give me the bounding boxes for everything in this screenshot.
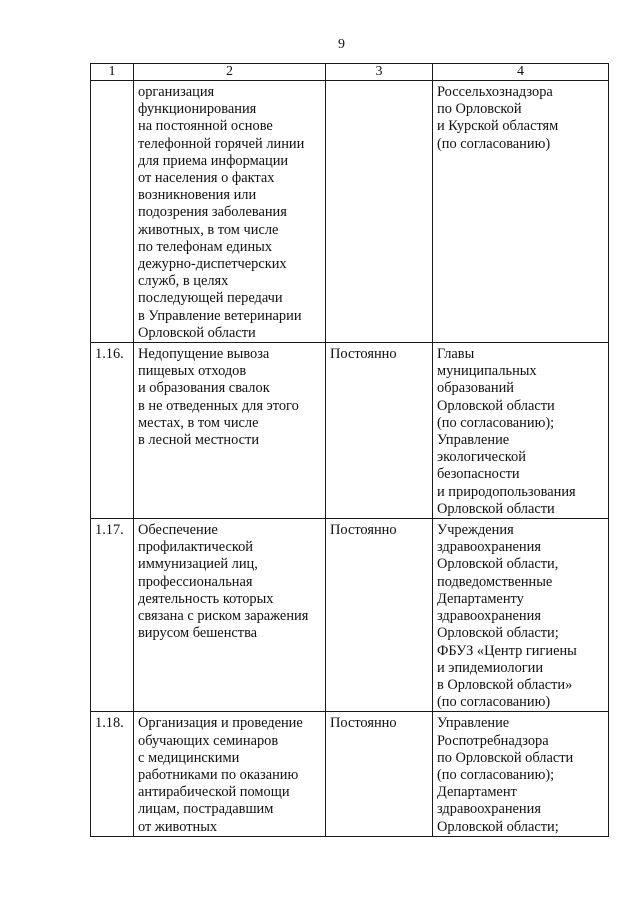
responsible-text: Главы муниципальных образований Орловской области (по согласованию); Управление экологической безопасности и природопользования Орловской области bbox=[433, 343, 609, 519]
table-row bbox=[91, 343, 609, 519]
page-number: 9 bbox=[338, 37, 345, 52]
item-number: 1.17. bbox=[91, 519, 134, 712]
measure-text: Обеспечение профилактической иммунизацией лиц, профессиональная деятельность которых связана с риском заражения вирусом бешенства bbox=[134, 519, 326, 712]
header-col-2: 2 bbox=[134, 64, 326, 81]
header-col-1: 1 bbox=[91, 64, 134, 81]
table-header-row bbox=[91, 64, 609, 81]
item-number: 1.18. bbox=[91, 712, 134, 836]
responsible-text: Учреждения здравоохранения Орловской области, подведомственные Департаменту здравоохранения Орловской области; ФБУЗ «Центр гигиены и эпидемиологии в Орловской области» (по согласованию) bbox=[433, 519, 609, 712]
deadline-text: Постоянно bbox=[326, 343, 433, 519]
measures-table bbox=[90, 63, 609, 837]
measure-text: Организация и проведение обучающих семинаров с медицинскими работниками по оказанию антирабической помощи лицам, пострадавшим от животных bbox=[134, 712, 326, 836]
item-number bbox=[91, 81, 134, 343]
header-col-4: 4 bbox=[433, 64, 609, 81]
deadline-text: Постоянно bbox=[326, 712, 433, 836]
deadline-text: Постоянно bbox=[326, 519, 433, 712]
table-row bbox=[91, 519, 609, 712]
responsible-text: Россельхознадзора по Орловской и Курской областям (по согласованию) bbox=[433, 81, 609, 343]
header-col-3: 3 bbox=[326, 64, 433, 81]
item-number: 1.16. bbox=[91, 343, 134, 519]
deadline-text bbox=[326, 81, 433, 343]
table-row bbox=[91, 712, 609, 836]
measure-text: Недопущение вывоза пищевых отходов и образования свалок в не отведенных для этого местах, в том числе в лесной местности bbox=[134, 343, 326, 519]
measure-text: организация функционирования на постоянной основе телефонной горячей линии для приема информации от населения о фактах возникновения или подозрения заболевания животных, в том числе по телефонам единых дежурно-диспетчерских служб, в целях последующей передачи в Управление ветеринарии Орловской области bbox=[134, 81, 326, 343]
responsible-text: Управление Роспотребнадзора по Орловской области (по согласованию); Департамент здравоохранения Орловской области; bbox=[433, 712, 609, 836]
table-row bbox=[91, 81, 609, 343]
